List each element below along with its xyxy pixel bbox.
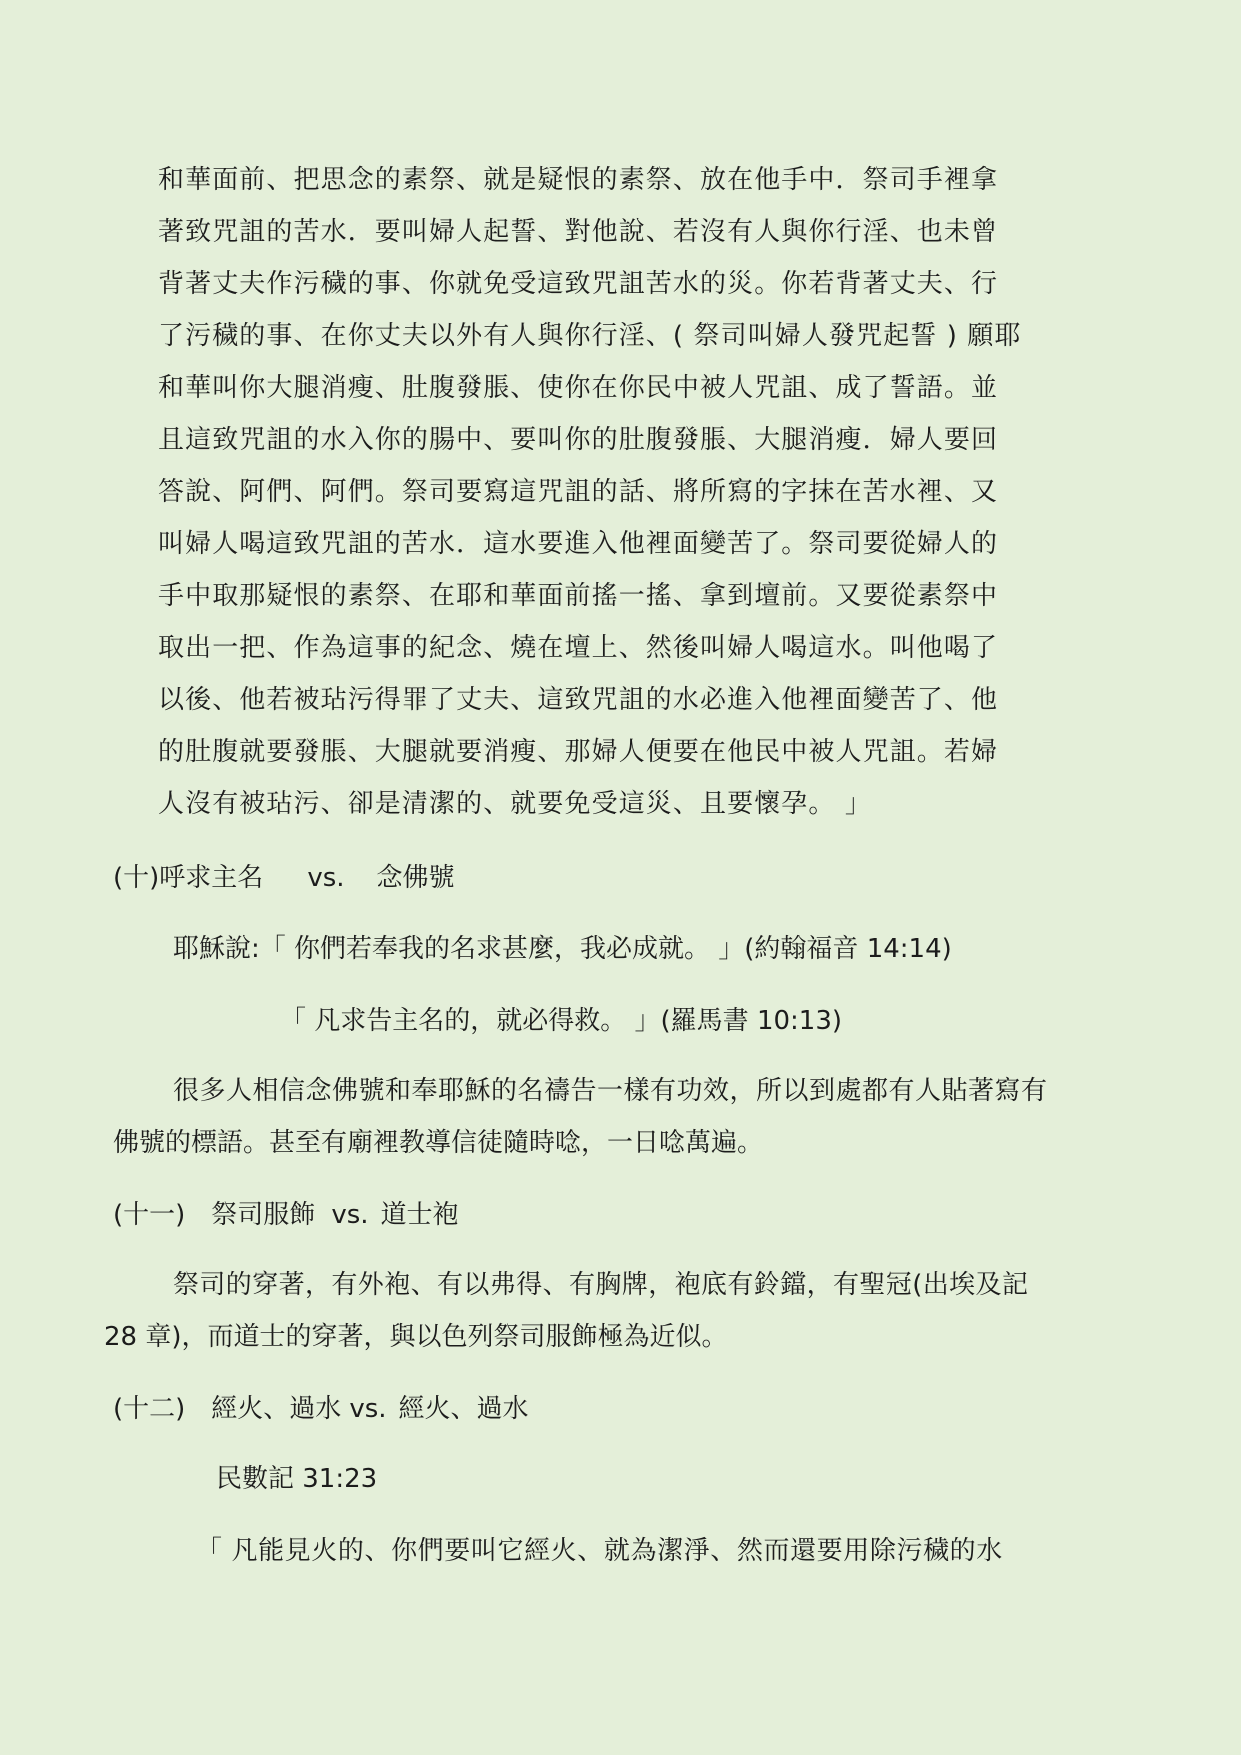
verse-romans: 「 凡求告主名的，就必得救。 」(羅馬書 10:13) <box>280 1006 843 1036</box>
heading-number: (十) <box>113 863 160 893</box>
paragraph-line: 28 章)，而道士的穿著，與以色列祭司服飾極為近似。 <box>104 1322 728 1352</box>
heading-term-a: 呼求主名 <box>159 863 264 893</box>
paragraph-line: 佛號的標語。甚至有廟裡教導信徒隨時唸，一日唸萬遍。 <box>113 1128 764 1158</box>
quote-line: 背著丈夫作污穢的事、你就免受這致咒詛苦水的災。你若背著丈夫、行 <box>158 269 999 299</box>
quote-line: 「 凡能見火的、你們要叫它經火、就為潔淨、然而還要用除污穢的水 <box>196 1536 1003 1566</box>
verse-john: 耶穌說:「 你們若奉我的名求甚麼，我必成就。 」(約翰福音 14:14) <box>173 934 952 964</box>
quote-line: 以後、他若被玷污得罪了丈夫、這致咒詛的水必進入他裡面變苦了、他 <box>158 685 999 715</box>
quote-line: 人沒有被玷污、卻是清潔的、就要免受這災、且要懷孕。 」 <box>158 789 872 819</box>
quote-line: 答說、阿們、阿們。祭司要寫這咒詛的話、將所寫的字抹在苦水裡、又 <box>158 477 999 507</box>
quote-line: 了污穢的事、在你丈夫以外有人與你行淫、( 祭司叫婦人發咒起誓 ) 願耶 <box>158 321 1022 351</box>
section-heading-11 <box>113 1195 459 1235</box>
heading-vs: vs. <box>307 863 345 893</box>
section-heading-10 <box>113 858 455 898</box>
quote-line: 和華叫你大腿消瘦、肚腹發脹、使你在你民中被人咒詛、成了誓語。並 <box>158 373 999 403</box>
paragraph-line: 很多人相信念佛號和奉耶穌的名禱告一樣有功效，所以到處都有人貼著寫有 <box>173 1076 1048 1106</box>
quote-line: 取出一把、作為這事的紀念、燒在壇上、然後叫婦人喝這水。叫他喝了 <box>158 633 999 663</box>
section-heading-12 <box>113 1389 529 1429</box>
quote-line: 叫婦人喝這致咒詛的苦水．這水要進入他裡面變苦了。祭司要從婦人的 <box>158 529 999 559</box>
quote-line: 且這致咒詛的水入你的腸中、要叫你的肚腹發脹、大腿消瘦．婦人要回 <box>158 425 999 455</box>
heading-term-b: 道士袍 <box>380 1200 459 1230</box>
quote-line: 著致咒詛的苦水．要叫婦人起誓、對他說、若沒有人與你行淫、也未曾 <box>158 217 999 247</box>
quote-line: 的肚腹就要發脹、大腿就要消瘦、那婦人便要在他民中被人咒詛。若婦 <box>158 737 999 767</box>
heading-vs: vs. <box>349 1394 387 1424</box>
heading-term-b: 念佛號 <box>376 863 455 893</box>
quote-line: 和華面前、把思念的素祭、就是疑恨的素祭、放在他手中．祭司手裡拿 <box>158 165 999 195</box>
heading-vs: vs. <box>331 1200 369 1230</box>
heading-number: (十一) <box>113 1200 186 1230</box>
heading-term-b: 經火、過水 <box>398 1394 529 1424</box>
heading-number: (十二) <box>113 1394 186 1424</box>
heading-term-a: 祭司服飾 <box>211 1200 316 1230</box>
scripture-reference: 民數記 31:23 <box>216 1464 378 1494</box>
quote-line: 手中取那疑恨的素祭、在耶和華面前搖一搖、拿到壇前。又要從素祭中 <box>158 581 999 611</box>
heading-term-a: 經火、過水 <box>211 1394 342 1424</box>
paragraph-line: 祭司的穿著，有外袍、有以弗得、有胸牌，袍底有鈴鐺，有聖冠(出埃及記 <box>173 1270 1029 1300</box>
